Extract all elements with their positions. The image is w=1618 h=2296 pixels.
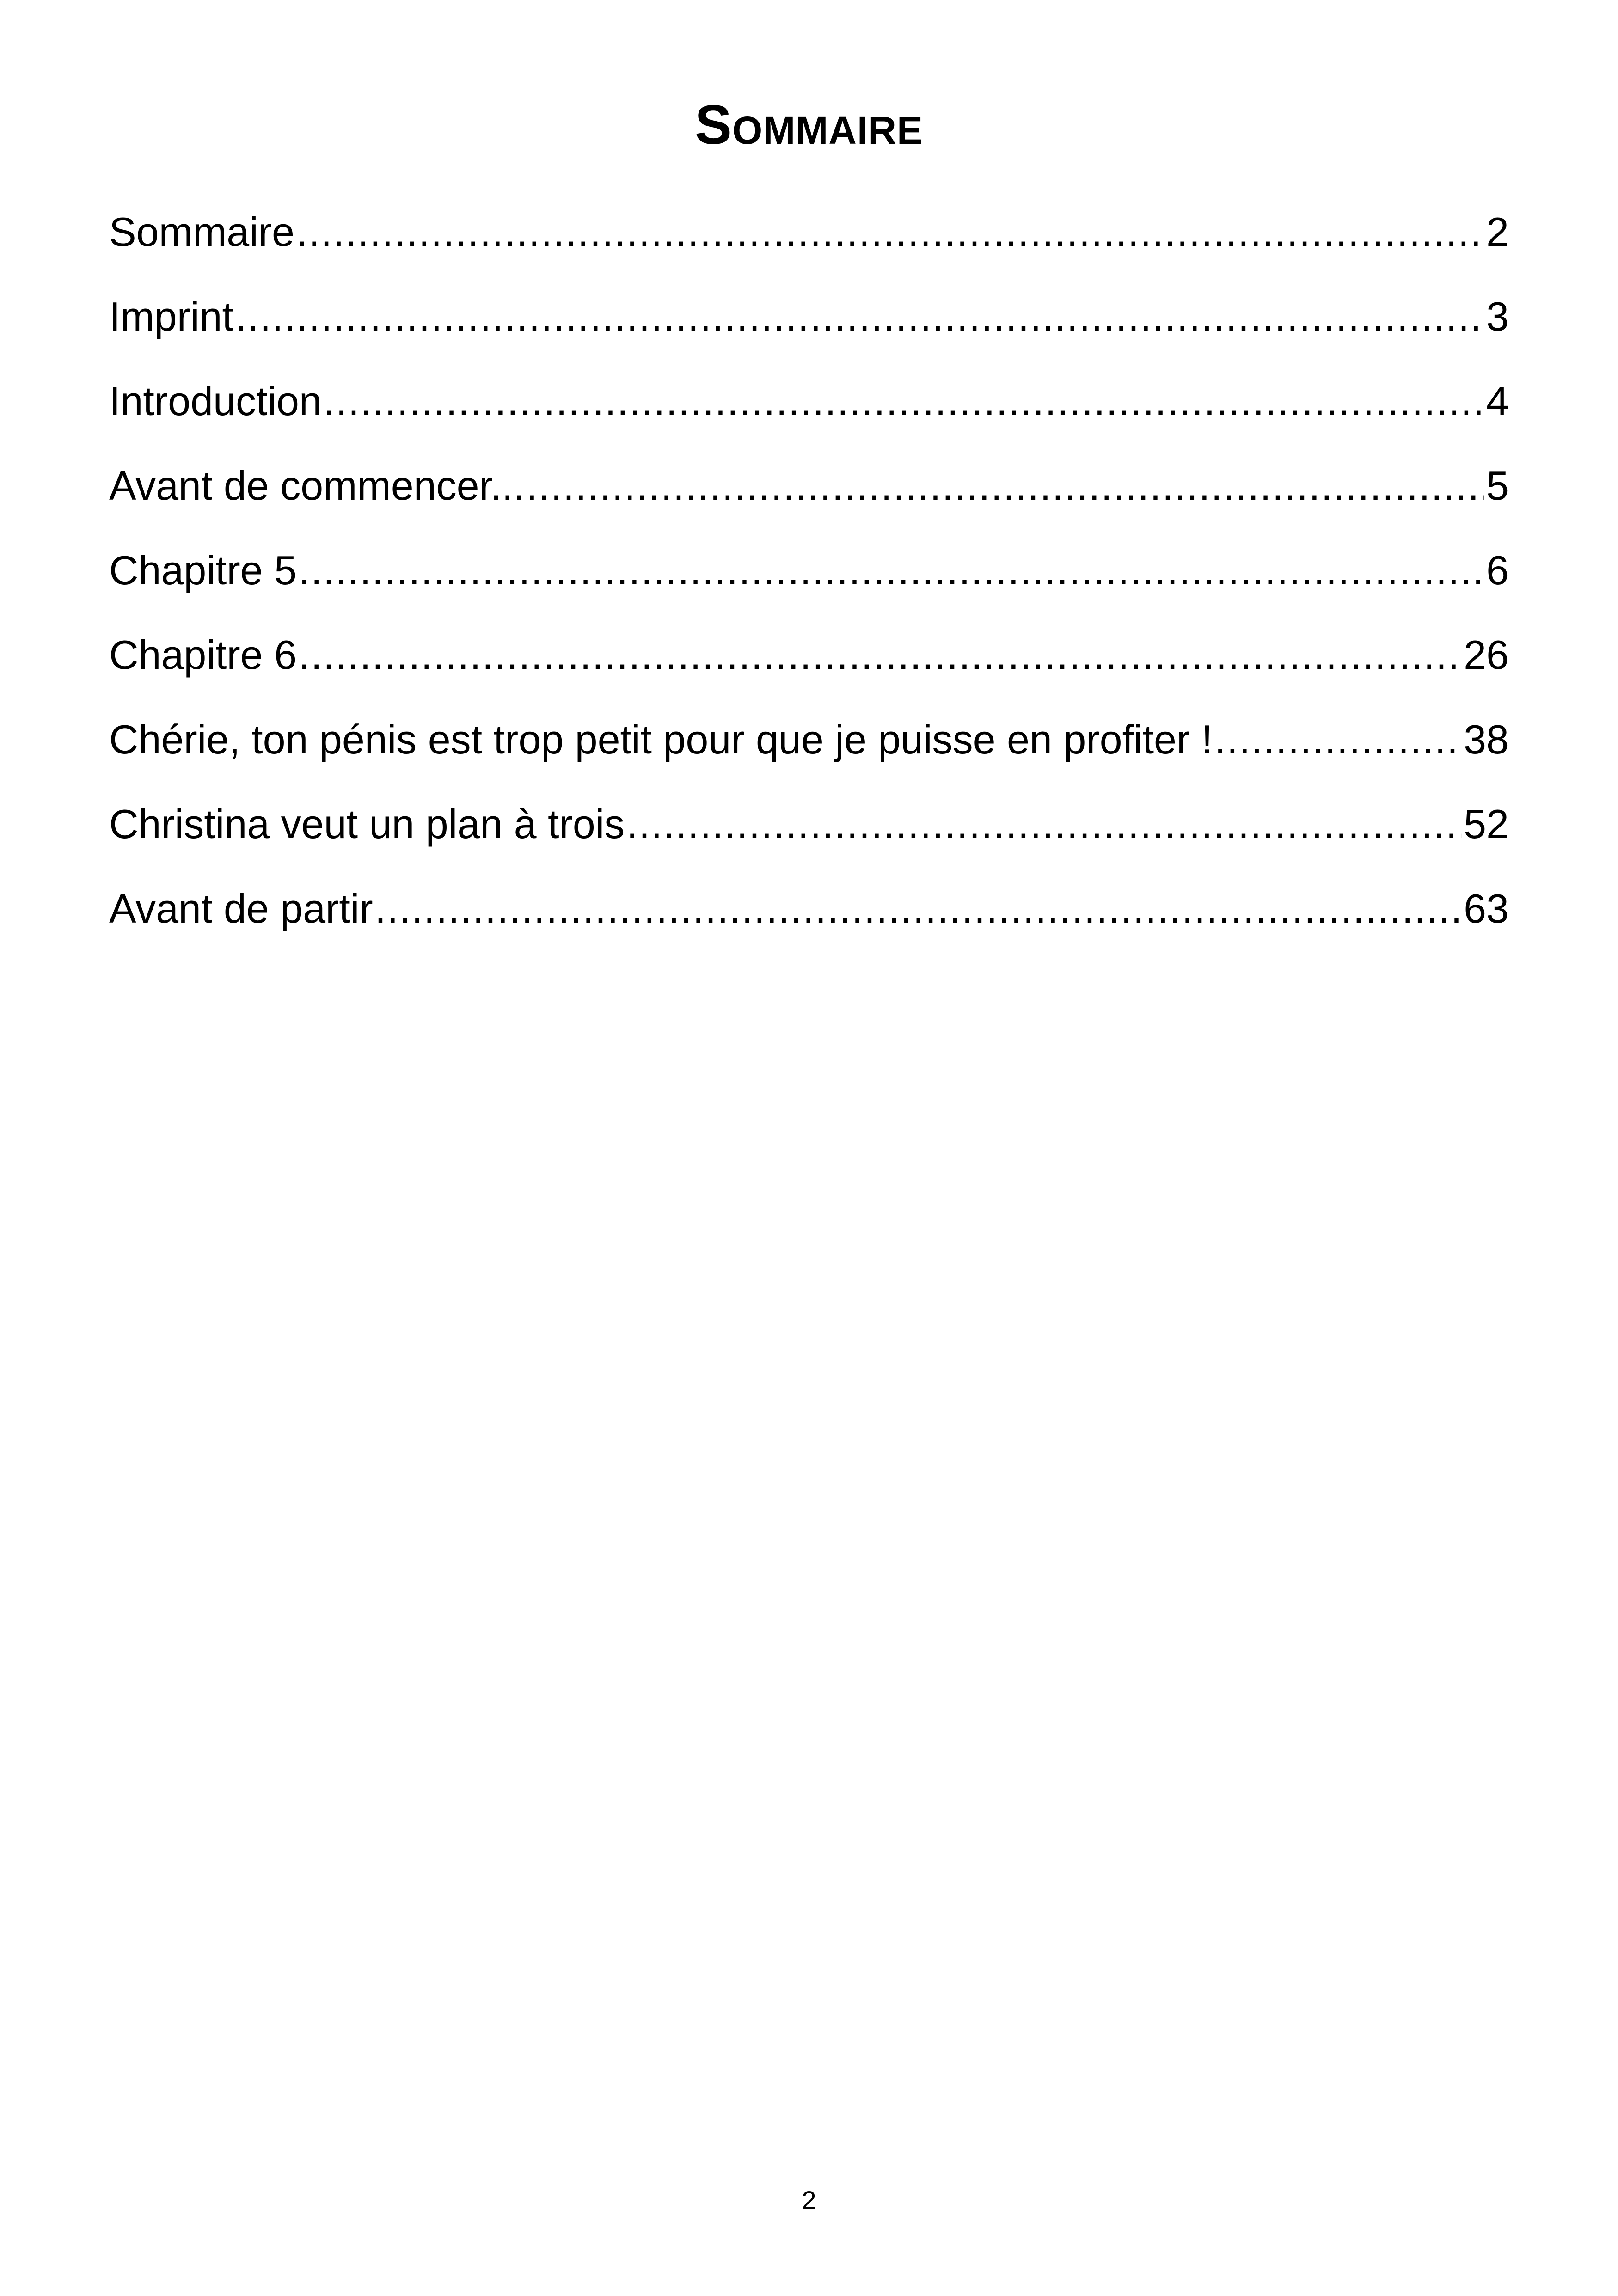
toc-entry-page: 38 [1464,716,1509,762]
toc-leader-dots [235,274,1484,359]
toc-entry-label: Chapitre 5 [109,547,297,593]
toc-entry-introduction[interactable] [109,359,1509,443]
toc-entry-label: Christina veut un plan à trois [109,801,625,847]
toc-entry-page: 2 [1486,209,1509,255]
toc-entry-page: 26 [1464,632,1509,678]
toc-entry-cherie[interactable] [109,697,1509,782]
toc-entry-page: 5 [1486,463,1509,508]
toc-entry-label: Avant de commencer... [109,463,525,508]
toc-entry-page: 6 [1486,547,1509,593]
toc-entry-avant-de-commencer[interactable] [109,443,1509,528]
page-title: Sommaire [694,94,923,156]
toc-entry-page: 63 [1464,886,1509,931]
toc-entry-label: Chérie, ton pénis est trop petit pour que je puisse en profiter ! [109,716,1213,762]
toc-entry-label: Sommaire [109,209,294,255]
toc-entry-christina[interactable] [109,782,1509,866]
table-of-contents [109,190,1509,951]
toc-entry-label: Introduction [109,378,322,424]
toc-entry-page: 4 [1486,378,1509,424]
toc-entry-page: 52 [1464,801,1509,847]
toc-leader-dots [296,190,1484,274]
page-number: 2 [802,2186,816,2215]
toc-entry-sommaire[interactable] [109,190,1509,274]
toc-leader-dots [526,443,1484,528]
toc-entry-imprint[interactable] [109,274,1509,359]
toc-leader-dots [299,612,1462,697]
toc-entry-avant-de-partir[interactable] [109,866,1509,951]
toc-leader-dots [626,782,1462,866]
toc-entry-label: Avant de partir [109,886,373,931]
toc-entry-chapitre-6[interactable] [109,612,1509,697]
toc-entry-label: Chapitre 6 [109,632,297,678]
toc-leader-dots [375,866,1462,951]
toc-leader-dots [1214,697,1462,782]
toc-entry-label: Imprint [109,294,233,339]
toc-leader-dots [324,359,1484,443]
toc-leader-dots [299,528,1484,612]
toc-entry-page: 3 [1486,294,1509,339]
toc-entry-chapitre-5[interactable] [109,528,1509,612]
